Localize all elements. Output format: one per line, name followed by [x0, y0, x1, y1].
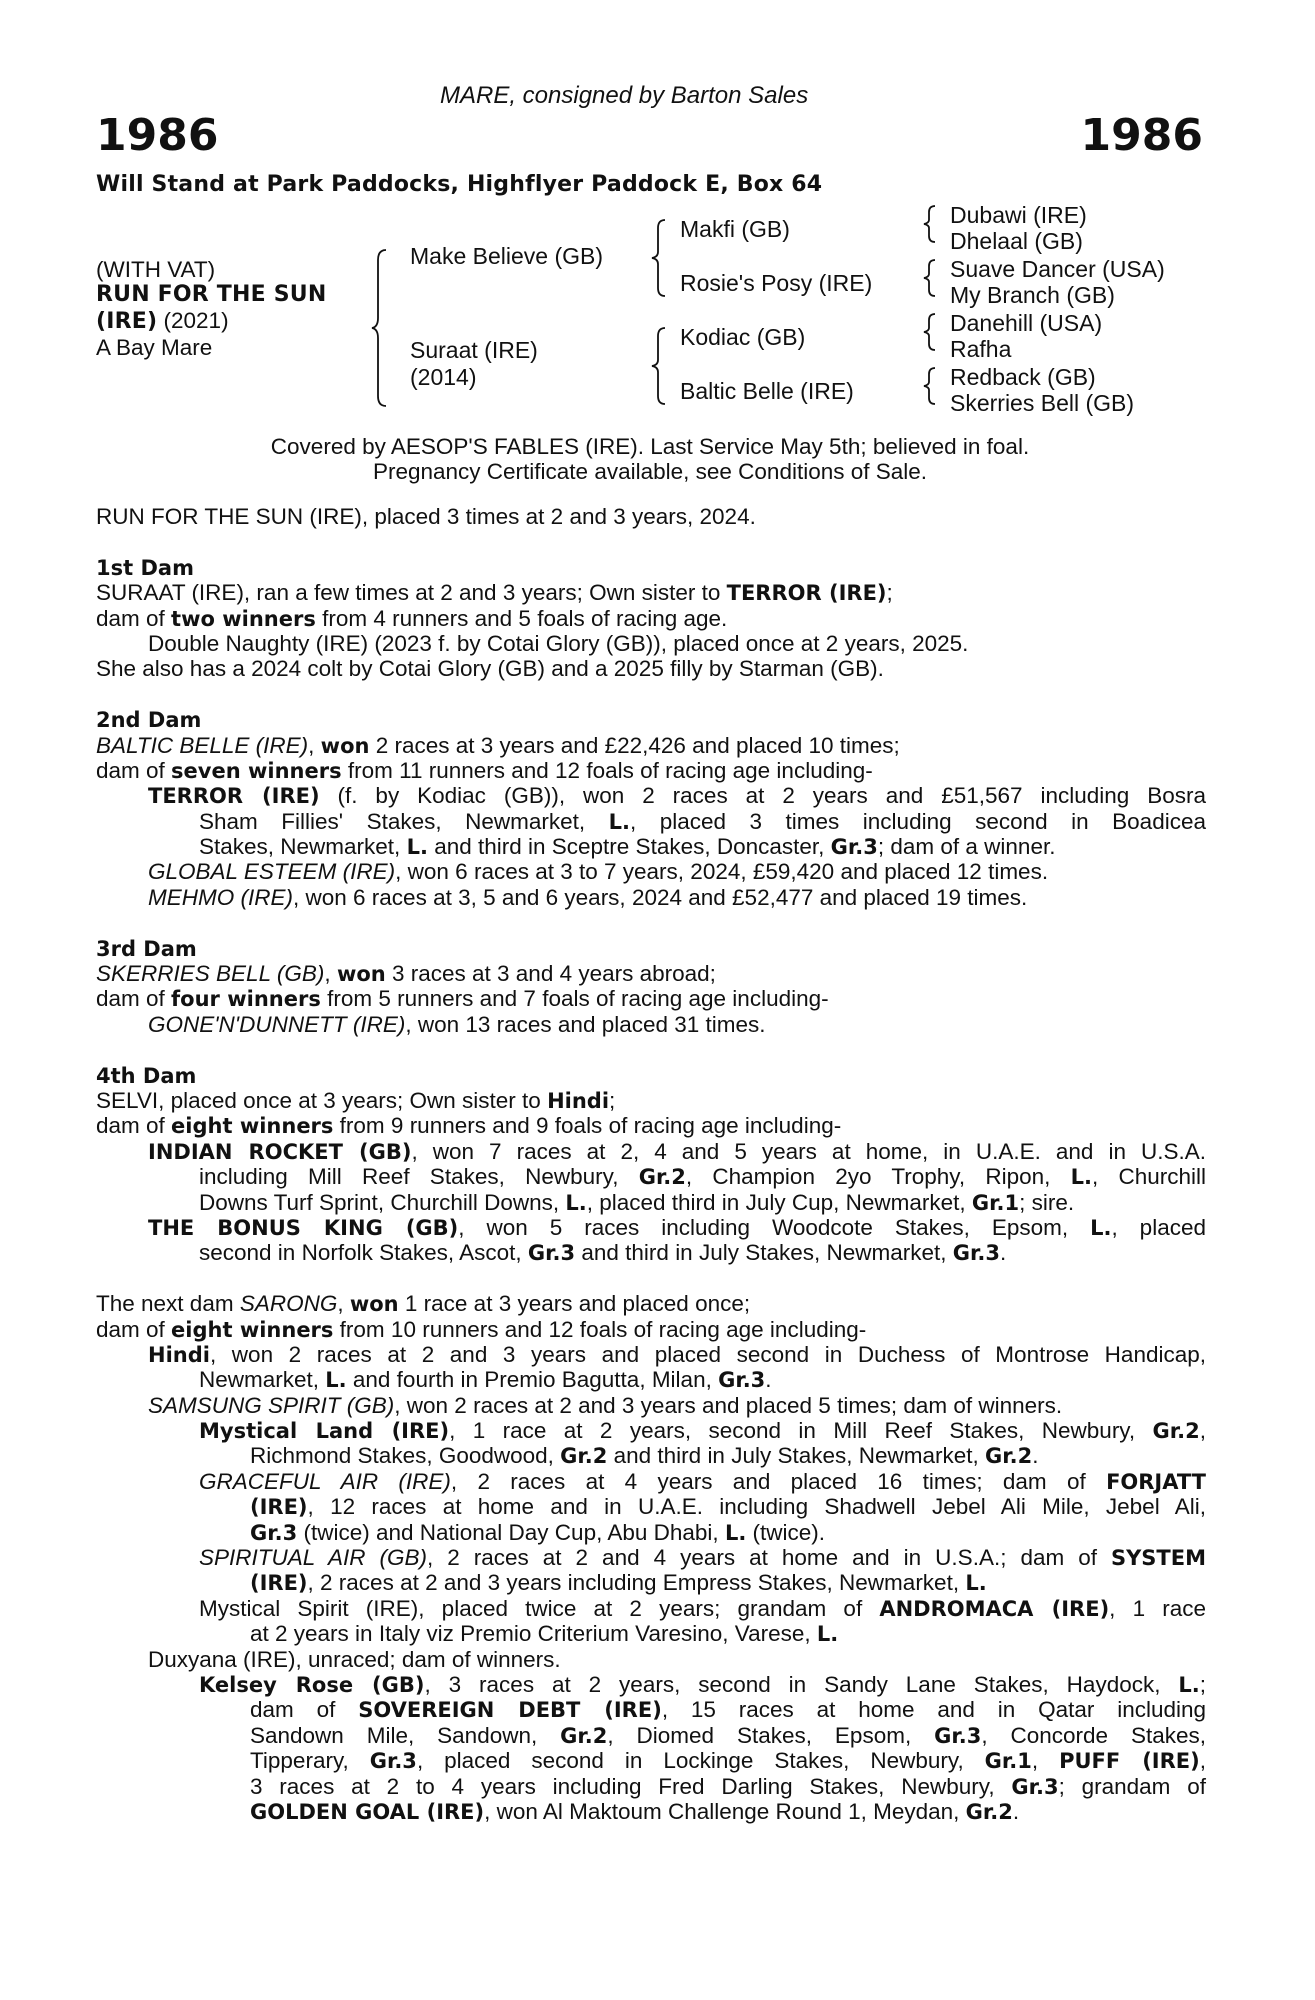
horse-country-year: (IRE) (2021)	[96, 308, 229, 334]
text-line: Mystical Spirit (IRE), placed twice at 2 years; grandam of ANDROMACA (IRE), 1 race	[199, 1595, 1206, 1621]
text-line: SELVI, placed once at 3 years; Own sister to Hindi;	[96, 1087, 616, 1113]
pedigree-gen3-8: Skerries Bell (GB)	[950, 390, 1135, 416]
text-line: THE BONUS KING (GB), won 5 races including Woodcote Stakes, Epsom, L., placed	[148, 1214, 1206, 1240]
section-heading: 1st Dam	[96, 555, 194, 580]
pedigree-bracket-kodiac	[922, 312, 938, 352]
first-dam-section	[96, 555, 1206, 580]
next-dam-section: The next dam SARONG, won 1 race at 3 years and placed once;	[96, 1291, 751, 1317]
pedigree-bracket-rosies-posy	[922, 258, 938, 298]
text-line: BALTIC BELLE (IRE), won 2 races at 3 years and £22,426 and placed 10 times;	[96, 732, 900, 758]
pedigree-dam-dam: Baltic Belle (IRE)	[680, 378, 854, 404]
pedigree-sire-sire: Makfi (GB)	[680, 216, 790, 242]
pedigree-gen3-2: Dhelaal (GB)	[950, 228, 1083, 254]
pedigree-gen3-3: Suave Dancer (USA)	[950, 256, 1165, 282]
text-line: (IRE), 2 races at 2 and 3 years including Empress Stakes, Newmarket, L.	[250, 1570, 987, 1596]
horse-description: A Bay Mare	[96, 335, 213, 360]
pedigree-dam: Suraat (IRE)	[410, 337, 538, 363]
text-line: SPIRITUAL AIR (GB), 2 races at 2 and 4 years at home and in U.S.A.; dam of SYSTEM	[199, 1545, 1206, 1571]
text-line: including Mill Reef Stakes, Newbury, Gr.2, Champion 2yo Trophy, Ripon, L., Churchill	[199, 1164, 1207, 1190]
text-line: Kelsey Rose (GB), 3 races at 2 years, second in Sandy Lane Stakes, Haydock, L.;	[199, 1671, 1206, 1697]
text-line: dam of seven winners from 11 runners and 12 foals of racing age including-	[96, 757, 873, 783]
lot-number-right: 1986	[1080, 110, 1203, 161]
text-line: Newmarket, L. and fourth in Premio Bagutta, Milan, Gr.3.	[199, 1367, 772, 1393]
text-line: Stakes, Newmarket, L. and third in Sceptre Stakes, Doncaster, Gr.3; dam of a winner.	[199, 834, 1056, 860]
lot-number-left: 1986	[96, 110, 219, 161]
cover-note-line2: Pregnancy Certificate available, see Conditions of Sale.	[372, 459, 928, 484]
text-line: SKERRIES BELL (GB), won 3 races at 3 and 4 years abroad;	[96, 961, 716, 987]
section-heading: 3rd Dam	[96, 936, 197, 961]
third-dam-section	[96, 936, 1206, 961]
text-line: GOLDEN GOAL (IRE), won Al Maktoum Challenge Round 1, Meydan, Gr.2.	[250, 1798, 1020, 1824]
text-line: INDIAN ROCKET (GB), won 7 races at 2, 4 and 5 years at home, in U.A.E. and in U.S.A.	[148, 1138, 1207, 1164]
pedigree-gen3-1: Dubawi (IRE)	[950, 202, 1087, 228]
vat-note: (WITH VAT)	[96, 257, 216, 282]
summary-line: RUN FOR THE SUN (IRE), placed 3 times at 2 and 3 years, 2024.	[96, 504, 756, 529]
text-line: Duxyana (IRE), unraced; dam of winners.	[148, 1646, 561, 1672]
pedigree-gen3-4: My Branch (GB)	[950, 282, 1115, 308]
text-line: dam of two winners from 4 runners and 5 foals of racing age.	[96, 605, 728, 631]
text-line: (IRE), 12 races at home and in U.A.E. including Shadwell Jebel Ali Mile, Jebel Ali,	[250, 1494, 1206, 1520]
text-line: GRACEFUL AIR (IRE), 2 races at 4 years and placed 16 times; dam of FORJATT	[199, 1468, 1206, 1494]
text-line: Mystical Land (IRE), 1 race at 2 years, second in Mill Reef Stakes, Newbury, Gr.2,	[199, 1418, 1206, 1444]
pedigree-bracket-baltic-belle	[922, 366, 938, 406]
catalogue-body	[96, 504, 1206, 1824]
text-line: She also has a 2024 colt by Cotai Glory (GB) and a 2025 filly by Starman (GB).	[96, 656, 884, 682]
text-line: Hindi, won 2 races at 2 and 3 years and placed second in Duchess of Montrose Handicap,	[148, 1341, 1206, 1367]
text-line: Double Naughty (IRE) (2023 f. by Cotai Glory (GB)), placed once at 2 years, 2025.	[148, 630, 969, 656]
stand-location: Will Stand at Park Paddocks, Highflyer Paddock E, Box 64	[96, 172, 823, 197]
text-line: 3 races at 2 to 4 years including Fred Darling Stakes, Newbury, Gr.3; grandam of	[250, 1773, 1206, 1799]
text-line: at 2 years in Italy viz Premio Criterium Varesino, Varese, L.	[250, 1621, 839, 1647]
pedigree-gen3-6: Rafha	[950, 336, 1012, 362]
pedigree-bracket-makfi	[922, 204, 938, 244]
text-line: TERROR (IRE) (f. by Kodiac (GB)), won 2 races at 2 years and £51,567 including Bosra	[148, 783, 1206, 809]
section-heading: 2nd Dam	[96, 708, 202, 733]
text-line: Downs Turf Sprint, Churchill Downs, L., placed third in July Cup, Newmarket, Gr.1; sire.	[199, 1189, 1075, 1215]
text-line: dam of eight winners from 9 runners and 9 foals of racing age including-	[96, 1113, 842, 1139]
pedigree-gen3-7: Redback (GB)	[950, 364, 1096, 390]
pedigree-bracket-sire	[650, 218, 668, 298]
fourth-dam-section	[96, 1063, 1206, 1088]
pedigree-bracket-dam	[650, 326, 668, 406]
pedigree-dam-sire: Kodiac (GB)	[680, 324, 806, 350]
text-line: SAMSUNG SPIRIT (GB), won 2 races at 2 and 3 years and placed 5 times; dam of winners.	[148, 1392, 1063, 1418]
text-line: SURAAT (IRE), ran a few times at 2 and 3 years; Own sister to TERROR (IRE);	[96, 580, 893, 606]
text-line: GONE'N'DUNNETT (IRE), won 13 races and placed 31 times.	[148, 1011, 766, 1037]
text-line: dam of eight winners from 10 runners and 12 foals of racing age including-	[96, 1316, 867, 1342]
consignor-line: MARE, consigned by Barton Sales	[440, 82, 809, 109]
text-line: Tipperary, Gr.3, placed second in Lockinge Stakes, Newbury, Gr.1, PUFF (IRE),	[250, 1748, 1206, 1774]
section-heading: 4th Dam	[96, 1063, 197, 1088]
pedigree-gen3-5: Danehill (USA)	[950, 310, 1103, 336]
pedigree-sire-dam: Rosie's Posy (IRE)	[680, 270, 873, 296]
text-line: Sham Fillies' Stakes, Newmarket, L., placed 3 times including second in Boadicea	[199, 808, 1206, 834]
pedigree-sire: Make Believe (GB)	[410, 243, 604, 269]
text-line: Gr.3 (twice) and National Day Cup, Abu Dhabi, L. (twice).	[250, 1519, 826, 1545]
text-line: Richmond Stakes, Goodwood, Gr.2 and third in July Stakes, Newmarket, Gr.2.	[250, 1443, 1039, 1469]
text-line: Sandown Mile, Sandown, Gr.2, Diomed Stakes, Epsom, Gr.3, Concorde Stakes,	[250, 1722, 1207, 1748]
text-line: dam of four winners from 5 runners and 7 foals of racing age including-	[96, 986, 829, 1012]
text-line: MEHMO (IRE), won 6 races at 3, 5 and 6 years, 2024 and £52,477 and placed 19 times.	[148, 884, 1028, 910]
pedigree-dam-year: (2014)	[410, 364, 477, 390]
text-line: GLOBAL ESTEEM (IRE), won 6 races at 3 to 7 years, 2024, £59,420 and placed 12 times.	[148, 859, 1049, 885]
text-line: second in Norfolk Stakes, Ascot, Gr.3 and third in July Stakes, Newmarket, Gr.3.	[199, 1240, 1007, 1266]
pedigree-bracket-gen1	[370, 248, 390, 408]
cover-note-line1: Covered by AESOP'S FABLES (IRE). Last Service May 5th; believed in foal.	[270, 434, 1030, 459]
horse-name: RUN FOR THE SUN	[96, 282, 327, 307]
text-line: dam of SOVEREIGN DEBT (IRE), 15 races at home and in Qatar including	[250, 1697, 1207, 1723]
second-dam-section	[96, 707, 1206, 732]
